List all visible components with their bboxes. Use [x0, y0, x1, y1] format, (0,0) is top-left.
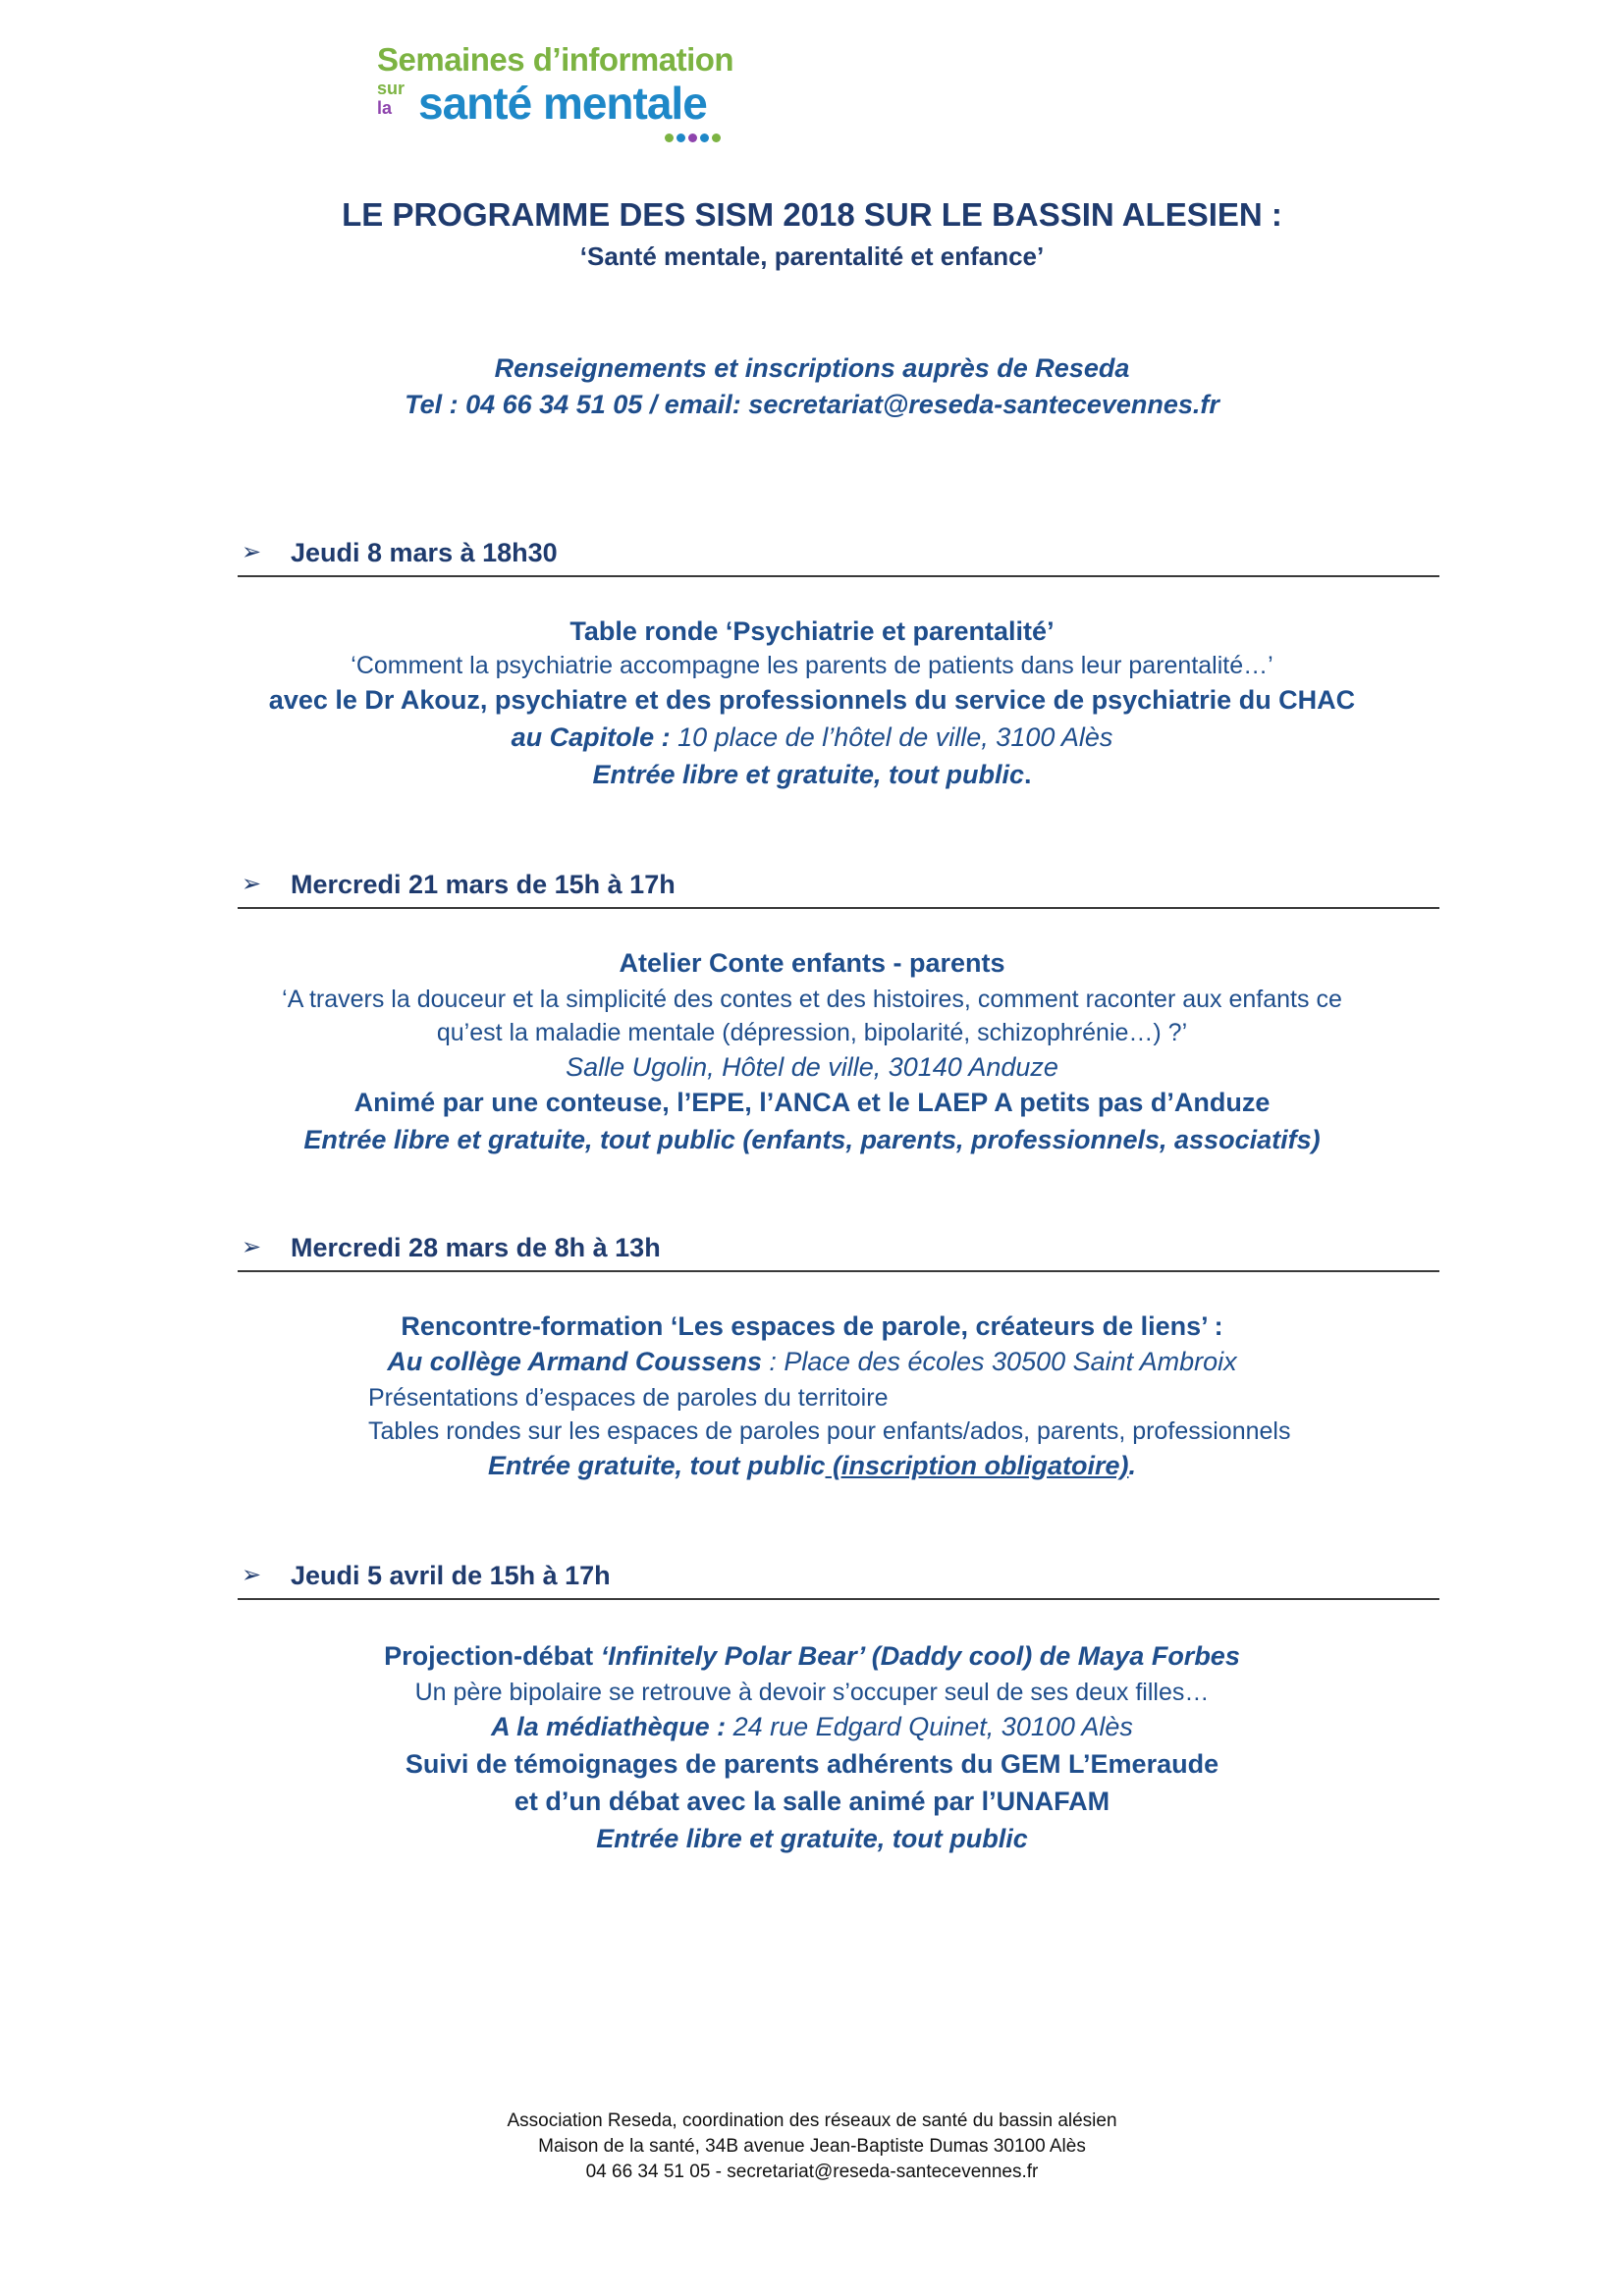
event-detail: Présentations d’espaces de paroles du territoire [368, 1384, 889, 1412]
contact-line: Tel : 04 66 34 51 05 / email: secretariat@reseda-santecevennes.fr [405, 390, 1219, 419]
venue-address: : Place des écoles 30500 Saint Ambroix [761, 1347, 1237, 1376]
bullet-arrow-icon: ➢ [242, 539, 262, 565]
footer-line: 04 66 34 51 05 - secretariat@reseda-santecevennes.fr [585, 2162, 1039, 2182]
logo-dot [700, 133, 709, 142]
event-description: qu’est la maladie mentale (dépression, bipolarité, schizophrénie…) ?’ [436, 1019, 1188, 1046]
venue-name: Au collège Armand Coussens [387, 1347, 762, 1376]
logo-dot [665, 133, 674, 142]
event-entry: Entrée libre et gratuite, tout public [596, 1824, 1028, 1853]
bullet-arrow-icon: ➢ [242, 1234, 262, 1260]
entry-end: . [1024, 760, 1032, 789]
sism-logo [377, 41, 734, 139]
event-header [238, 870, 1439, 909]
event-date: Jeudi 8 mars à 18h30 [291, 538, 558, 567]
page-title: LE PROGRAMME DES SISM 2018 SUR LE BASSIN ALESIEN : [342, 196, 1282, 233]
event-animators: Animé par une conteuse, l’EPE, l’ANCA et le LAEP A petits pas d’Anduze [353, 1088, 1271, 1117]
title-start: Projection-débat [384, 1641, 601, 1671]
page-subtitle: ‘Santé mentale, parentalité et enfance’ [579, 241, 1045, 271]
event-title: Atelier Conte enfants - parents [619, 948, 1005, 978]
event-description: Un père bipolaire se retrouve à devoir s’occuper seul de ses deux filles… [414, 1679, 1210, 1706]
logo-dot [677, 133, 685, 142]
event-header [238, 1233, 1439, 1272]
event-title: Rencontre-formation ‘Les espaces de parole, créateurs de liens’ : [401, 1311, 1223, 1341]
event-detail: et d’un débat avec la salle animé par l’UNAFAM [514, 1787, 1110, 1816]
event-title [0, 1641, 1624, 1672]
event-description: ‘A travers la douceur et la simplicité des contes et des histoires, comment raconter aux enfants ce [282, 986, 1342, 1013]
registration-required: (inscription obligatoire) [825, 1451, 1129, 1480]
bullet-arrow-icon: ➢ [242, 1562, 262, 1588]
info-line: Renseignements et inscriptions auprès de Reseda [494, 353, 1130, 383]
event-venue [0, 1712, 1624, 1742]
entry-end: . [1128, 1451, 1137, 1480]
logo-line1: Semaines d’information [377, 41, 734, 78]
event-detail: Suivi de témoignages de parents adhérents du GEM L’Emeraude [405, 1749, 1219, 1779]
logo-la: la [377, 98, 393, 118]
bullet-arrow-icon: ➢ [242, 871, 262, 897]
logo-line2: santé mentale [418, 78, 707, 129]
venue-name: au Capitole : [511, 722, 671, 752]
event-venue: Salle Ugolin, Hôtel de ville, 30140 Anduze [566, 1052, 1058, 1082]
logo-dot [712, 133, 721, 142]
event-entry: Entrée libre et gratuite, tout public (enfants, parents, professionnels, associatifs) [303, 1125, 1321, 1154]
event-date: Mercredi 28 mars de 8h à 13h [291, 1233, 661, 1262]
logo-sur: sur [377, 79, 406, 98]
logo-dots [665, 130, 724, 139]
event-header [238, 538, 1439, 577]
logo-dot [688, 133, 697, 142]
entry-text: Entrée libre et gratuite, tout public [592, 760, 1025, 789]
event-date: Jeudi 5 avril de 15h à 17h [291, 1561, 611, 1590]
venue-address: 10 place de l’hôtel de ville, 3100 Alès [670, 722, 1113, 752]
venue-address: 24 rue Edgard Quinet, 30100 Alès [726, 1712, 1133, 1741]
film-title: ‘Infinitely Polar Bear’ (Daddy cool) de Maya Forbes [600, 1641, 1240, 1671]
event-venue [0, 1347, 1624, 1377]
event-entry [0, 760, 1624, 790]
event-speakers: avec le Dr Akouz, psychiatre et des professionnels du service de psychiatrie du CHAC [268, 685, 1356, 715]
event-detail: Tables rondes sur les espaces de paroles pour enfants/ados, parents, professionnels [368, 1417, 1291, 1445]
event-entry [0, 1451, 1624, 1481]
footer-line: Maison de la santé, 34B avenue Jean-Baptiste Dumas 30100 Alès [538, 2136, 1086, 2157]
event-header [238, 1561, 1439, 1600]
event-venue [0, 722, 1624, 753]
event-title: Table ronde ‘Psychiatrie et parentalité’ [569, 616, 1055, 646]
event-date: Mercredi 21 mars de 15h à 17h [291, 870, 676, 899]
entry-text: Entrée gratuite, tout public [487, 1451, 826, 1480]
event-description: ‘Comment la psychiatrie accompagne les parents de patients dans leur parentalité…’ [351, 652, 1273, 679]
footer-line: Association Reseda, coordination des réseaux de santé du bassin alésien [507, 2110, 1117, 2131]
venue-name: A la médiathèque : [491, 1712, 727, 1741]
